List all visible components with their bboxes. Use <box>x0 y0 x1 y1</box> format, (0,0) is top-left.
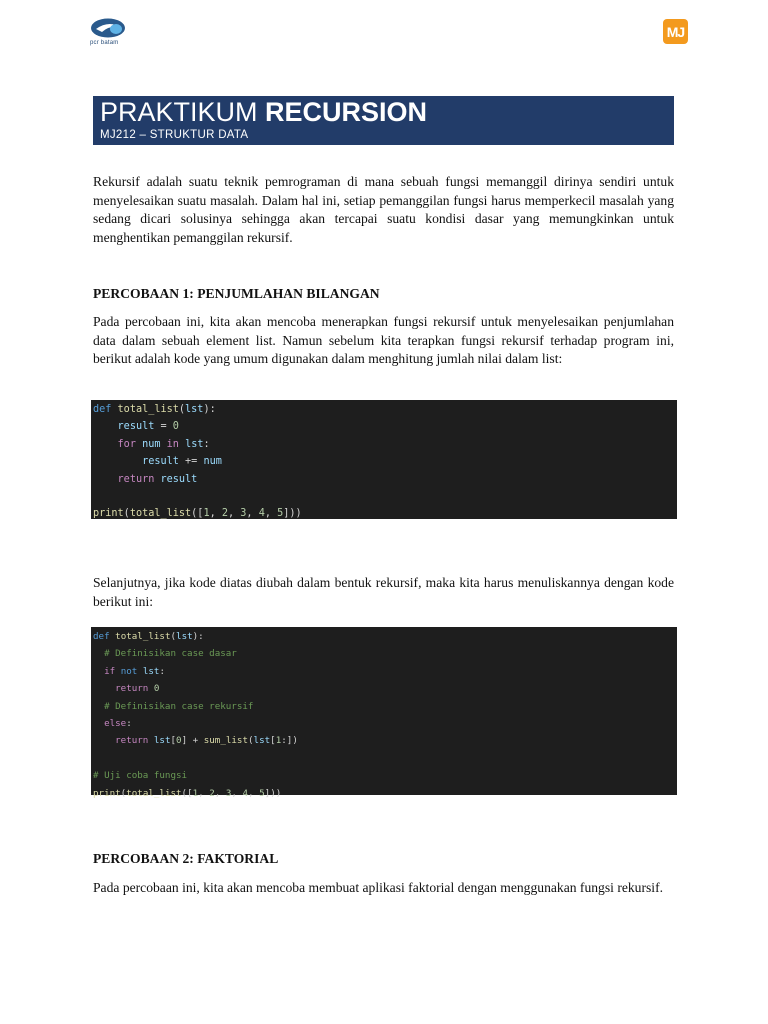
code-token <box>93 421 118 432</box>
code-token: result <box>142 456 179 468</box>
title-banner <box>93 96 674 145</box>
pcr-logo-icon <box>88 18 128 42</box>
code-token: 1 <box>203 508 210 520</box>
code-line <box>93 645 675 662</box>
code-token: , <box>264 508 278 520</box>
code-line <box>93 628 675 645</box>
code-token: num <box>142 438 161 450</box>
code-line <box>93 471 675 488</box>
code-token: , <box>248 787 260 799</box>
code-line <box>93 418 675 435</box>
code-token: total_list <box>126 787 182 799</box>
code-token: , <box>198 787 210 799</box>
code-token: return <box>117 473 155 485</box>
code-token: 0 <box>176 735 182 747</box>
code-token: total_list <box>129 508 192 520</box>
code-token: 3 <box>240 508 247 520</box>
code-line <box>93 488 675 505</box>
code-line <box>93 750 675 767</box>
code-token: : <box>126 717 132 729</box>
code-token: num <box>203 456 222 468</box>
code-token: lst <box>253 735 271 747</box>
section1-heading: PERCOBAAN 1: PENJUMLAHAN BILANGAN <box>93 286 380 301</box>
code-token: else <box>104 717 127 729</box>
code-token: ( <box>178 404 186 415</box>
code-token: return <box>115 683 149 695</box>
code-token: 5 <box>259 787 265 799</box>
code-token: [ <box>270 735 276 747</box>
code-token: for <box>117 438 136 450</box>
code-line <box>93 436 675 453</box>
code-token: , <box>246 508 259 520</box>
code-token: ])) <box>283 508 302 520</box>
code-token <box>93 701 104 712</box>
code-token: , <box>209 508 222 520</box>
code-token: 5 <box>277 508 284 520</box>
code-token <box>93 735 115 746</box>
code-token: += <box>178 456 204 468</box>
code-token: , <box>214 787 226 799</box>
pcr-logo <box>88 18 130 50</box>
code-token: def <box>93 631 110 642</box>
code-token: : <box>203 438 210 450</box>
code-token <box>93 648 104 659</box>
code-token: 4 <box>258 508 265 520</box>
section1-paragraph-1: Pada percobaan ini, kita akan mencoba menerapkan fungsi rekursif untuk menyelesaikan penjumlahan data dalam sebuah element list. Namun sebelum kita terapkan fungsi rekursif terhadap program ini, berikut adalah kode yang umum digunakan dalam menghitung jumlah nilai dalam list: <box>93 314 674 367</box>
code-token: ([ <box>181 787 193 799</box>
code-token <box>93 718 104 729</box>
code-line <box>93 680 675 697</box>
code-line <box>93 698 675 715</box>
code-token: def <box>93 404 112 415</box>
code-token: lst <box>185 404 204 415</box>
mj-logo-text: MJ <box>666 23 685 40</box>
code-line <box>93 785 675 802</box>
code-token: # Definisikan case rekursif <box>104 700 254 712</box>
code-token: lst <box>185 438 204 450</box>
code-token: print <box>93 508 124 520</box>
code-line <box>93 401 675 418</box>
code-token: 1 <box>192 787 199 799</box>
code-token: ( <box>170 631 177 642</box>
section1-paragraph-2: Selanjutnya, jika kode diatas diubah dalam bentuk rekursif, maka kita harus menuliskannya dengan kode berikut ini: <box>93 575 674 609</box>
page-title <box>100 97 667 128</box>
code-token <box>93 456 142 467</box>
code-token: 4 <box>242 787 249 799</box>
code-token: 1 <box>275 735 282 747</box>
code-token: : <box>159 665 166 677</box>
code-line <box>93 453 675 470</box>
code-token: 2 <box>209 787 215 799</box>
code-token: if <box>104 665 116 677</box>
section2-paragraph-1: Pada percobaan ini, kita akan mencoba membuat aplikasi faktorial dengan menggunakan fungsi rekursif. <box>93 880 663 895</box>
code-token: :]) <box>281 735 298 747</box>
code-token: = <box>154 421 173 433</box>
title-light: PRAKTIKUM <box>100 97 258 127</box>
code-token: lst <box>176 631 193 642</box>
code-block-recursive <box>91 627 677 799</box>
code-token: result <box>117 421 155 433</box>
code-line <box>93 505 675 522</box>
pcr-logo-text: pcr batam <box>90 40 119 46</box>
mj-logo <box>663 19 688 44</box>
code-block-iterative <box>91 400 677 519</box>
code-token: sum_list <box>203 735 248 747</box>
intro-paragraph: Rekursif adalah suatu teknik pemrograman di mana sebuah fungsi memanggil dirinya sendiri untuk menyelesaikan suatu masalah. Dalam hal ini, setiap pemanggilan fungsi harus memperkecil masalah yang sedang dicari solusinya sehingga akan tercapai suatu kondisi dasar yang memungkinkan untuk menghentikan pemanggilan rekursif. <box>93 174 674 246</box>
code-token: ])) <box>264 787 282 799</box>
page-subtitle: MJ212 – STRUKTUR DATA <box>100 129 249 141</box>
code-line <box>93 767 675 784</box>
code-token: 0 <box>153 683 160 695</box>
code-token: ( <box>248 735 254 747</box>
code-token: lst <box>142 665 160 677</box>
code-token <box>93 666 104 677</box>
code-token: print <box>93 787 121 799</box>
code-token: [ <box>170 735 177 747</box>
title-bold: RECURSION <box>265 97 428 127</box>
code-token: result <box>160 473 198 485</box>
code-token: ): <box>192 631 204 642</box>
code-token: not <box>120 665 138 677</box>
code-token: ( <box>120 787 127 799</box>
code-token: return <box>115 735 149 747</box>
code-token: ( <box>123 508 130 520</box>
code-token: 3 <box>225 787 232 799</box>
code-token: 0 <box>172 421 179 433</box>
code-line <box>93 715 675 732</box>
code-token: ([ <box>191 508 204 520</box>
code-token: # Uji coba fungsi <box>93 770 188 782</box>
code-line <box>93 732 675 749</box>
code-token: total_list <box>117 404 179 415</box>
code-token: , <box>231 787 243 799</box>
code-line <box>93 663 675 680</box>
code-token: # Definisikan case dasar <box>104 648 237 660</box>
code-token: 2 <box>221 508 228 520</box>
code-token: in <box>166 438 179 450</box>
code-token: , <box>228 508 241 520</box>
code-token: lst <box>153 735 171 747</box>
code-token <box>93 474 118 485</box>
code-token <box>93 683 115 694</box>
code-token: ] + <box>181 735 204 747</box>
code-token: ): <box>203 404 216 415</box>
section2-heading: PERCOBAAN 2: FAKTORIAL <box>93 851 279 866</box>
code-token <box>93 439 118 450</box>
code-token: total_list <box>115 631 171 642</box>
